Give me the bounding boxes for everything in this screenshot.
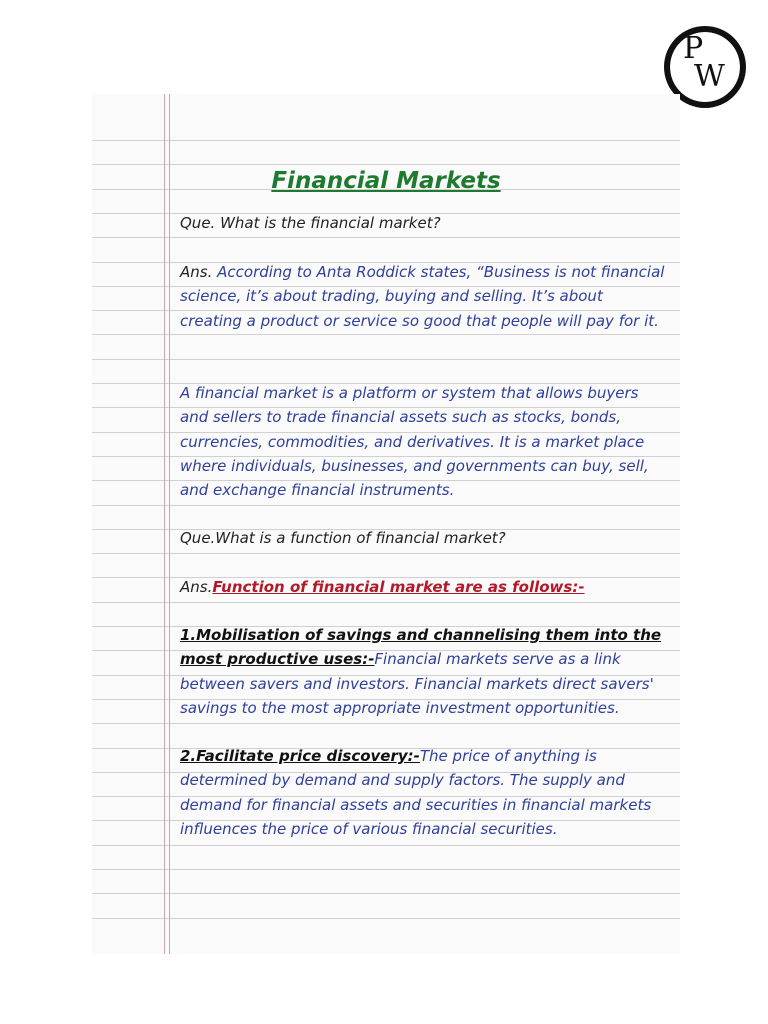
question-1: Que. What is the financial market? xyxy=(180,214,441,232)
function-point-2 xyxy=(180,744,668,841)
ruled-line xyxy=(92,869,680,870)
margin-line-left xyxy=(164,94,165,954)
ruled-line xyxy=(92,553,680,554)
answer-2-prefix: Ans. xyxy=(180,578,213,596)
logo-letter-w: W xyxy=(694,59,725,94)
question-2: Que.What is a function of financial market? xyxy=(180,529,506,547)
logo-letter-p: P xyxy=(683,31,704,66)
point-1-body: Financial markets serve as a link between savers and investors. Financial markets direct savers' savings to the most appropriate investment opportunities. xyxy=(180,650,654,717)
ruled-line xyxy=(92,237,680,238)
ruled-line xyxy=(92,723,680,724)
point-1-heading: 1.Mobilisation of savings and channelising them into the most productive uses:- xyxy=(180,626,662,669)
answer-2-heading: Function of financial market are as follows:- xyxy=(212,578,585,596)
point-2-body: The price of anything is determined by demand and supply factors. The supply and demand for financial assets and securities in financial markets influences the price of various financial securities. xyxy=(180,747,652,838)
ruled-line xyxy=(92,334,680,335)
point-2-heading: 2.Facilitate price discovery:- xyxy=(180,747,420,765)
answer-2 xyxy=(180,575,668,599)
definition-paragraph: A financial market is a platform or system that allows buyers and sellers to trade financial assets such as stocks, bonds, currencies, commodities, and derivatives. It is a market place where individuals, businesses, and governments can buy, sell, and exchange financial instruments. xyxy=(180,384,649,500)
page-title: Financial Markets xyxy=(271,168,501,194)
ruled-line xyxy=(92,918,680,919)
ruled-line xyxy=(92,505,680,506)
ruled-line xyxy=(92,140,680,141)
function-point-1 xyxy=(180,623,668,720)
ruled-line xyxy=(92,359,680,360)
answer-1 xyxy=(180,260,668,333)
ruled-line xyxy=(92,602,680,603)
margin-line-right xyxy=(169,94,170,954)
answer-1-quote: According to Anta Roddick states, “Business is not financial science, it’s about trading, buying and selling. It’s about creating a product or service so good that people will pay for it. xyxy=(180,263,665,330)
ruled-line xyxy=(92,893,680,894)
answer-1-prefix: Ans. xyxy=(180,263,213,281)
ruled-line xyxy=(92,845,680,846)
